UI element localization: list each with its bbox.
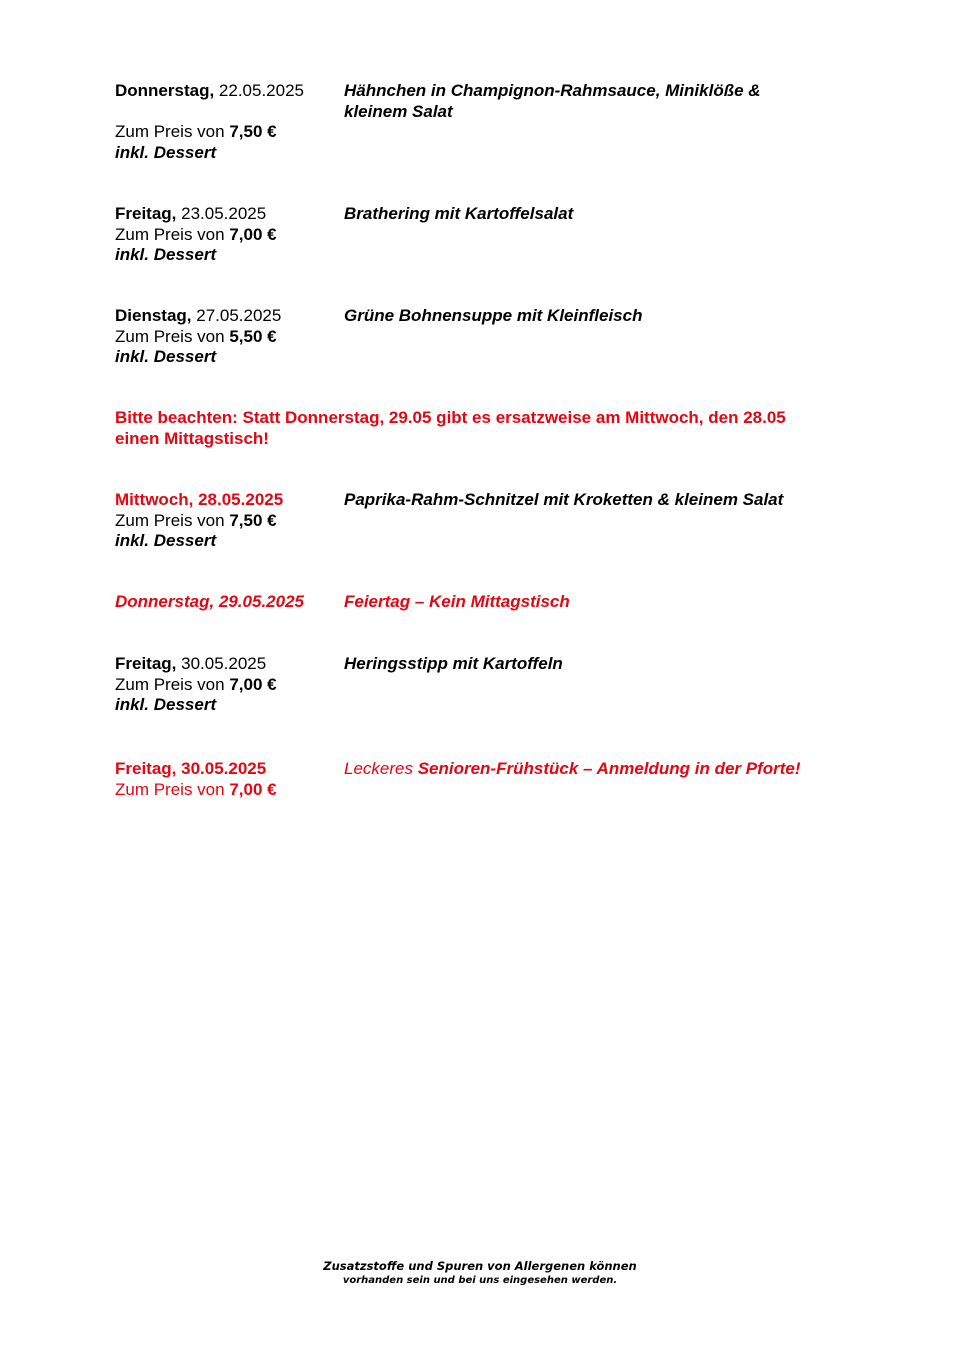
entry-price (115, 675, 340, 696)
notice-line: Bitte beachten: Statt Donnerstag, 29.05 gibt es ersatzweise am Mittwoch, den 28.05 (115, 408, 786, 427)
allergen-footer (0, 1259, 960, 1287)
price-value: 7,50 € (229, 510, 277, 530)
entry-date-price (115, 306, 340, 368)
dish-line: Heringsstipp mit Kartoffeln (344, 654, 563, 673)
entry-dish (344, 490, 844, 511)
entry-date (115, 81, 340, 102)
entry-dessert: inkl. Dessert (115, 245, 217, 264)
price-value: 7,00 € (229, 674, 277, 694)
price-prefix: Zum Preis von (115, 779, 230, 799)
dish-line: Hähnchen in Champignon-Rahmsauce, Miniklöße & (344, 81, 761, 100)
entry-date (115, 654, 340, 675)
entry-dish (344, 204, 844, 225)
entry-dish (344, 759, 844, 780)
entry-price (115, 780, 340, 801)
notice-line: einen Mittagstisch! (115, 428, 269, 448)
entry-price (115, 122, 340, 143)
entry-day: Freitag, (115, 654, 177, 673)
notice-text (115, 408, 845, 449)
price-prefix: Zum Preis von (115, 326, 230, 346)
entry-price (115, 511, 340, 532)
entry-day: Dienstag, (115, 306, 192, 325)
price-value: 7,50 € (229, 122, 277, 141)
entry-date-price (115, 490, 340, 552)
entry-price (115, 327, 340, 348)
entry-dish (344, 654, 844, 675)
entry-dessert: inkl. Dessert (115, 142, 217, 162)
price-value: 7,00 € (229, 779, 277, 799)
footer-line: Zusatzstoffe und Spuren von Allergenen können (323, 1259, 637, 1273)
entry-date (115, 306, 340, 327)
dish-line: kleinem Salat (344, 101, 453, 121)
price-value: 5,50 € (229, 326, 277, 346)
entry-date-price (115, 204, 340, 266)
price-value: 7,00 € (229, 224, 277, 244)
entry-date-value: 23.05.2025 (176, 204, 267, 223)
entry-date (115, 204, 340, 225)
entry-dessert: inkl. Dessert (115, 531, 217, 550)
entry-day: Freitag, (115, 204, 177, 223)
entry-date-value: 27.05.2025 (191, 306, 282, 325)
dish-main: Senioren-Frühstück – Anmeldung in der Pforte! (417, 759, 801, 778)
entry-date-value: 30.05.2025 (176, 654, 267, 673)
price-prefix: Zum Preis von (115, 674, 230, 694)
entry-dish (344, 592, 844, 613)
entry-price (115, 225, 340, 246)
entry-date-value: 22.05.2025 (214, 81, 304, 100)
dish-line: Paprika-Rahm-Schnitzel mit Kroketten & kleinem Salat (344, 490, 784, 509)
entry-dish (344, 81, 844, 122)
entry-date-price (115, 81, 340, 163)
entry-date: Mittwoch, 28.05.2025 (115, 490, 284, 509)
entry-dessert: inkl. Dessert (115, 347, 217, 366)
entry-date-price (115, 592, 340, 613)
dish-line: Feiertag – Kein Mittagstisch (344, 592, 570, 611)
dish-line (344, 759, 844, 780)
entry-dessert: inkl. Dessert (115, 695, 217, 714)
dish-prefix: Leckeres (344, 759, 418, 778)
dish-line: Brathering mit Kartoffelsalat (344, 204, 574, 223)
footer-line: vorhanden sein und bei uns eingesehen werden. (342, 1275, 618, 1286)
dish-line: Grüne Bohnensuppe mit Kleinfleisch (344, 306, 643, 325)
entry-date-price (115, 654, 340, 716)
entry-day: Donnerstag, (115, 81, 215, 100)
entry-date-price (115, 759, 340, 800)
entry-date: Freitag, 30.05.2025 (115, 759, 267, 778)
entry-dish (344, 306, 844, 327)
price-prefix: Zum Preis von (115, 122, 230, 141)
price-prefix: Zum Preis von (115, 224, 230, 244)
price-prefix: Zum Preis von (115, 510, 230, 530)
entry-date: Donnerstag, 29.05.2025 (115, 592, 304, 611)
